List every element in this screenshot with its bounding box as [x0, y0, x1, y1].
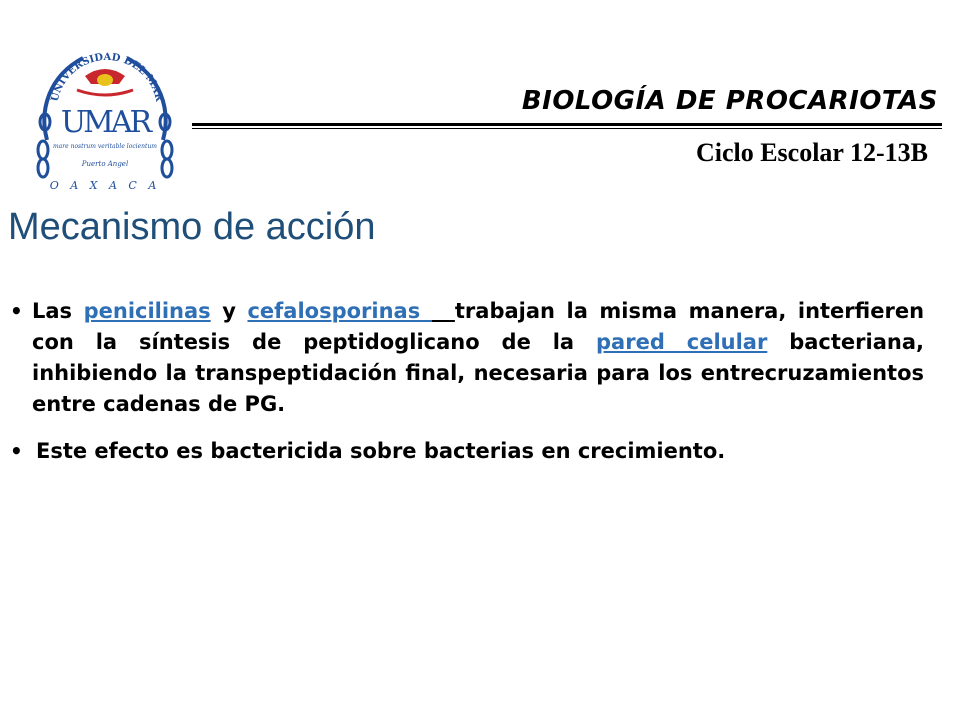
penicilinas-link[interactable]: penicilinas — [83, 299, 211, 323]
university-seal-icon — [25, 40, 185, 195]
bullet-item — [8, 296, 924, 420]
school-cycle: Ciclo Escolar 12-13B — [695, 138, 928, 167]
bullet-text: bacteriana, inhibiendo la transpeptidación final, necesaria para los entrecruzamientos entre cadenas de PG. — [32, 330, 924, 416]
bullet-list — [8, 296, 924, 467]
header-rule-thin — [192, 128, 942, 129]
seal-place: Puerto Angel — [81, 160, 129, 168]
bullet-text: y — [210, 299, 248, 323]
slide-heading: Mecanismo de acción — [8, 206, 376, 248]
bullet-text: trabajan la misma manera, interfieren con la síntesis de peptidoglicano de la — [32, 299, 925, 354]
seal-monogram: UMAR — [60, 105, 150, 140]
header-rule — [192, 123, 942, 126]
seal-arc-text: UNIVERSIDAD DEL MAR — [49, 51, 165, 103]
bullet-text: Las — [32, 299, 84, 323]
seal-state: O A X A C A — [49, 179, 161, 192]
university-logo — [25, 40, 185, 195]
seal-motto: mare nostrum veritable locientum — [52, 143, 158, 150]
pared-celular-link[interactable]: pared celular — [596, 330, 768, 354]
cefalosporinas-link[interactable]: cefalosporinas — [247, 299, 432, 323]
course-title: BIOLOGÍA DE PROCARIOTAS — [521, 86, 938, 116]
bullet-item: • Este efecto es bactericida sobre bacterias en crecimiento. — [8, 436, 924, 467]
